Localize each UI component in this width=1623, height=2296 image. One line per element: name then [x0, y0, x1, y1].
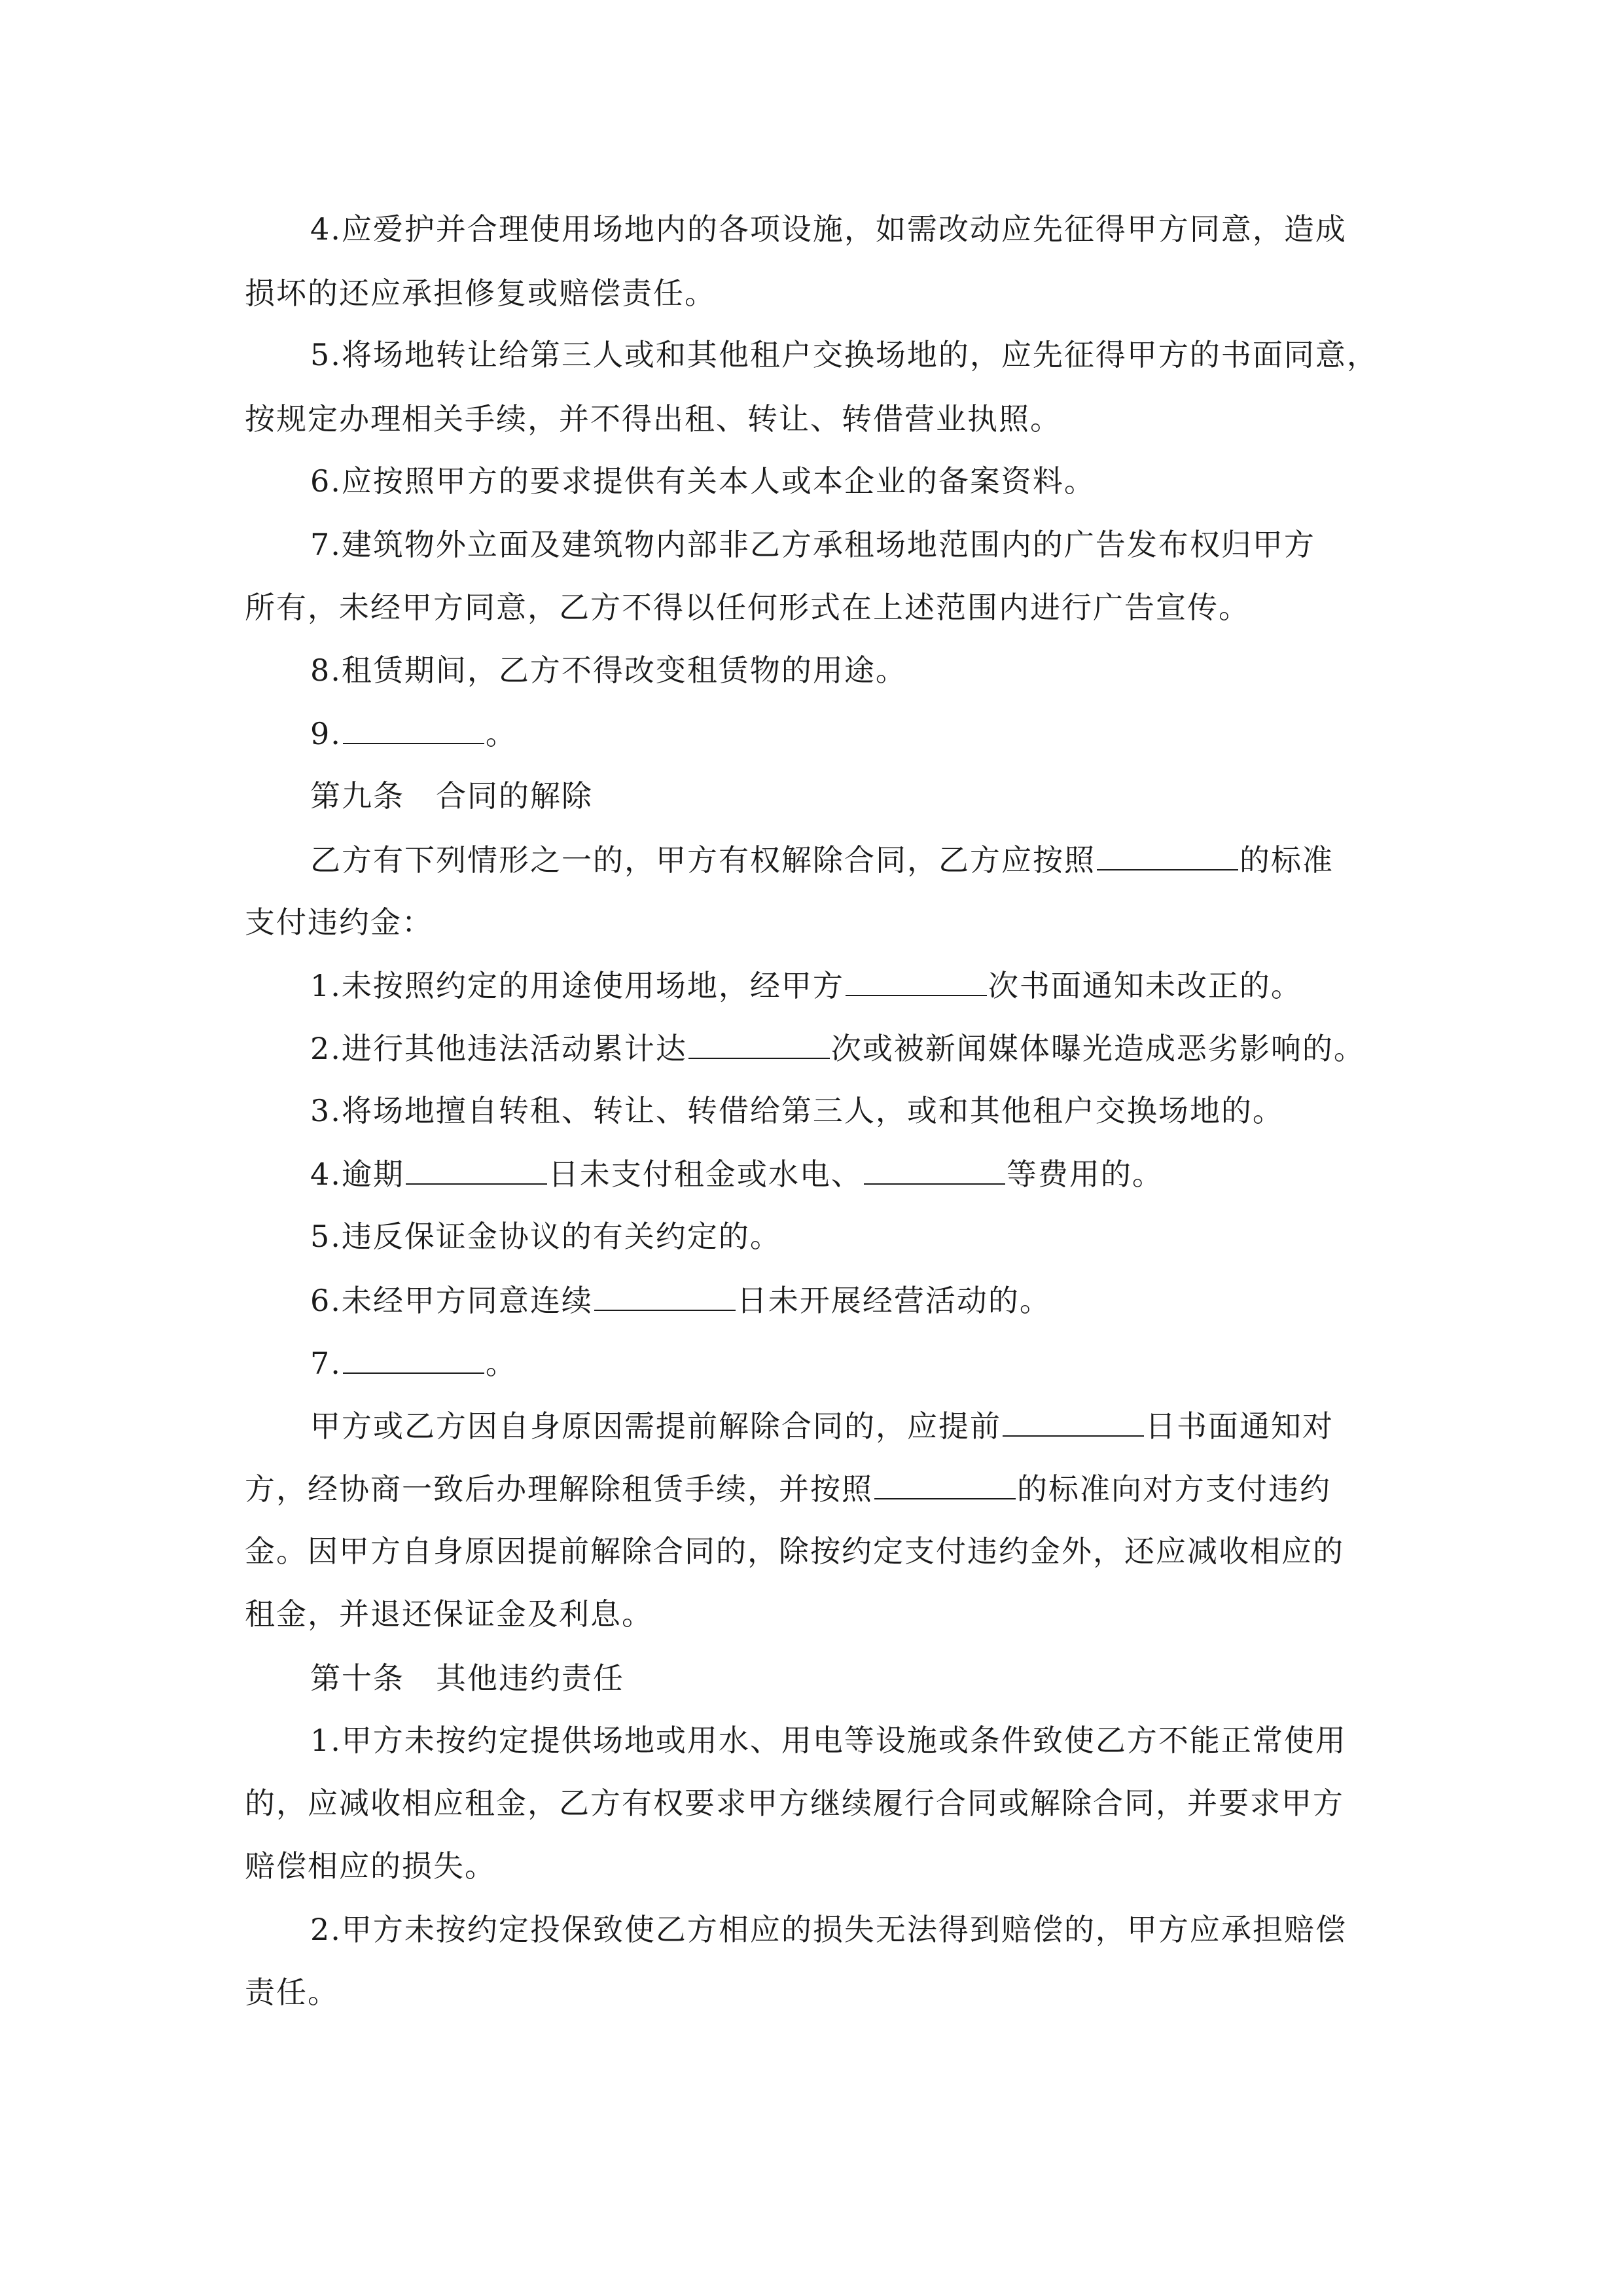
item-text: 。 — [485, 716, 517, 751]
clause10-item1-line3: 赔偿相应的损失。 — [245, 1848, 496, 1884]
clause8-item4-line1: 4.应爱护并合理使用场地内的各项设施，如需改动应先征得甲方同意，造成 — [310, 211, 1347, 247]
clause9-heading: 第九条 合同的解除 — [310, 778, 593, 814]
item-text: 。 — [485, 1346, 517, 1381]
clause9-item7 — [310, 1333, 517, 1392]
item-text: 的标准 — [1240, 842, 1334, 878]
clause10-item2-line1: 2.甲方未按约定投保致使乙方相应的损失无法得到赔偿的，甲方应承担赔偿 — [310, 1912, 1347, 1947]
fill-blank[interactable] — [1097, 830, 1238, 870]
fill-blank[interactable] — [688, 1018, 830, 1059]
clause8-item4-line2: 损坏的还应承担修复或赔偿责任。 — [245, 276, 716, 311]
clause9-item6 — [310, 1270, 1051, 1329]
clause10-item1-line2: 的，应减收相应租金，乙方有权要求甲方继续履行合同或解除合同，并要求甲方 — [245, 1785, 1344, 1821]
clause9-intro-line1 — [310, 830, 1334, 889]
item-text: 6.未经甲方同意连续 — [310, 1283, 593, 1318]
item-text: 乙方有下列情形之一的，甲方有权解除合同，乙方应按照 — [310, 842, 1096, 878]
clause9-early-line4: 租金，并退还保证金及利息。 — [245, 1596, 653, 1632]
clause8-item5-line1: 5.将场地转让给第三人或和其他租户交换场地的，应先征得甲方的书面同意， — [310, 337, 1378, 372]
item-text: 日未开展经营活动的。 — [736, 1283, 1051, 1318]
fill-blank[interactable] — [1003, 1396, 1144, 1437]
clause9-early-line2 — [245, 1459, 1331, 1518]
clause9-item4 — [310, 1144, 1164, 1203]
clause10-item1-line1: 1.甲方未按约定提供场地或用水、用电等设施或条件致使乙方不能正常使用 — [310, 1723, 1347, 1758]
fill-blank[interactable] — [874, 1459, 1016, 1499]
fill-blank[interactable] — [406, 1144, 547, 1185]
item-text: 次或被新闻媒体曝光造成恶劣影响的。 — [830, 1031, 1365, 1066]
item-text: 日书面通知对 — [1145, 1408, 1334, 1444]
fill-blank[interactable] — [846, 956, 987, 996]
item-text: 方，经协商一致后办理解除租赁手续，并按照 — [245, 1471, 873, 1507]
item-text: 9. — [310, 716, 342, 751]
fill-blank[interactable] — [594, 1270, 736, 1311]
clause8-item7-line1: 7.建筑物外立面及建筑物内部非乙方承租场地范围内的广告发布权归甲方 — [310, 527, 1315, 562]
item-text: 日未支付租金或水电、 — [548, 1157, 863, 1192]
clause8-item7-line2: 所有，未经甲方同意，乙方不得以任何形式在上述范围内进行广告宣传。 — [245, 590, 1250, 625]
clause8-item6: 6.应按照甲方的要求提供有关本人或本企业的备案资料。 — [310, 463, 1096, 499]
clause9-intro-line2: 支付违约金： — [245, 905, 433, 940]
clause9-early-line1 — [310, 1396, 1334, 1455]
item-text: 的标准向对方支付违约 — [1017, 1471, 1331, 1507]
clause9-item3: 3.将场地擅自转租、转让、转借给第三人，或和其他租户交换场地的。 — [310, 1093, 1284, 1128]
item-text: 次书面通知未改正的。 — [988, 968, 1302, 1003]
clause9-item2 — [310, 1018, 1365, 1077]
item-text: 等费用的。 — [1006, 1157, 1164, 1192]
item-text: 甲方或乙方因自身原因需提前解除合同的，应提前 — [310, 1408, 1001, 1444]
clause9-early-line3: 金。因甲方自身原因提前解除合同的，除按约定支付违约金外，还应减收相应的 — [245, 1534, 1344, 1569]
clause8-item8: 8.租赁期间，乙方不得改变租赁物的用途。 — [310, 653, 907, 688]
fill-blank[interactable] — [343, 704, 484, 744]
clause10-item2-line2: 责任。 — [245, 1975, 339, 2010]
clause8-item9 — [310, 704, 517, 762]
item-text: 1.未按照约定的用途使用场地，经甲方 — [310, 968, 844, 1003]
fill-blank[interactable] — [864, 1144, 1005, 1185]
item-text: 7. — [310, 1346, 342, 1381]
clause10-heading: 第十条 其他违约责任 — [310, 1660, 624, 1696]
clause9-item1 — [310, 956, 1302, 1014]
clause9-item5: 5.违反保证金协议的有关约定的。 — [310, 1219, 781, 1254]
clause8-item5-line2: 按规定办理相关手续，并不得出租、转让、转借营业执照。 — [245, 401, 1061, 437]
item-text: 2.进行其他违法活动累计达 — [310, 1031, 687, 1066]
fill-blank[interactable] — [343, 1333, 484, 1374]
item-text: 4.逾期 — [310, 1157, 404, 1192]
